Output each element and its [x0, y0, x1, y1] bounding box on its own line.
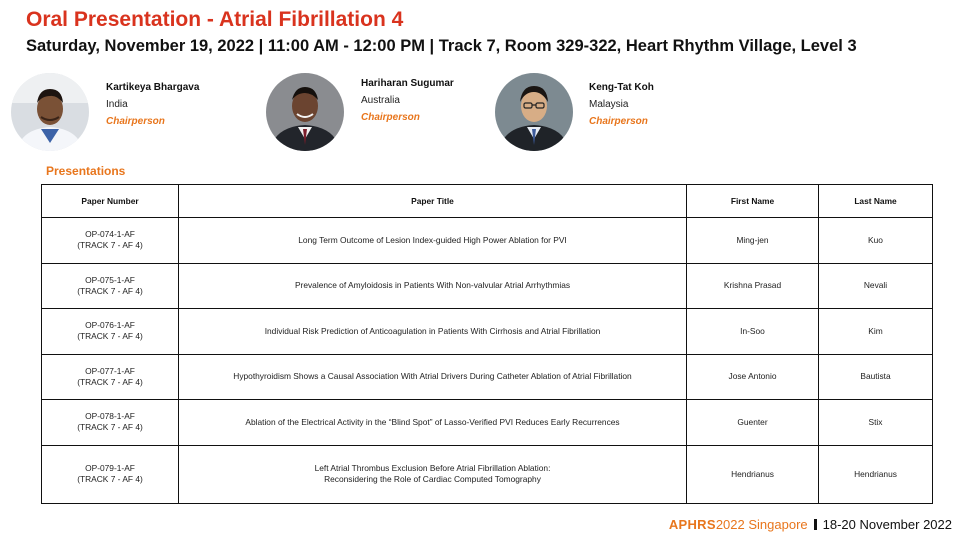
last-name-cell: Hendrianus	[819, 445, 933, 503]
paper-number-cell	[42, 218, 179, 264]
column-header-last-name: Last Name	[819, 185, 933, 218]
paper-title-cell	[179, 445, 687, 503]
chairperson-role: Chairperson	[589, 116, 648, 127]
table-row	[42, 445, 933, 503]
chairperson-role: Chairperson	[361, 112, 420, 123]
section-title: Presentations	[46, 164, 126, 178]
column-header-first-name: First Name	[687, 185, 819, 218]
paper-number-cell	[42, 309, 179, 355]
last-name-cell: Nevali	[819, 263, 933, 309]
paper-title-cell	[179, 263, 687, 309]
first-name-cell: Ming-jen	[687, 218, 819, 264]
paper-track: (TRACK 7 - AF 4)	[77, 331, 143, 342]
paper-number: OP-078-1-AF	[85, 411, 135, 422]
person-photo-icon	[11, 73, 89, 151]
paper-number: OP-075-1-AF	[85, 274, 135, 285]
last-name-cell: Kim	[819, 309, 933, 355]
table-row	[42, 309, 933, 355]
person-photo-icon	[495, 73, 573, 151]
chairperson-country: Australia	[361, 95, 400, 106]
paper-title-cell	[179, 354, 687, 400]
first-name-cell: Hendrianus	[687, 445, 819, 503]
chairperson-country: Malaysia	[589, 99, 629, 110]
table-row	[42, 354, 933, 400]
paper-title-cell	[179, 218, 687, 264]
last-name-cell: Bautista	[819, 354, 933, 400]
page-title: Oral Presentation - Atrial Fibrillation 4	[26, 8, 404, 31]
paper-number-cell	[42, 445, 179, 503]
paper-number-cell	[42, 263, 179, 309]
paper-title: Hypothyroidism Shows a Causal Association With Atrial Drivers During Catheter Ablation of Atrial Fibrillation	[233, 371, 632, 382]
first-name-cell: Krishna Prasad	[687, 263, 819, 309]
paper-track: (TRACK 7 - AF 4)	[77, 422, 143, 433]
first-name-cell: Jose Antonio	[687, 354, 819, 400]
paper-number: OP-079-1-AF	[85, 463, 135, 473]
footer-divider	[814, 519, 817, 530]
paper-number: OP-077-1-AF	[85, 365, 135, 376]
paper-title: Long Term Outcome of Lesion Index-guided High Power Ablation for PVI	[298, 234, 567, 245]
column-header-paper-number: Paper Number	[42, 185, 179, 218]
paper-track: (TRACK 7 - AF 4)	[77, 474, 143, 484]
chairperson-country: India	[106, 99, 128, 110]
column-header-paper-title: Paper Title	[179, 185, 687, 218]
chairperson-name: Keng-Tat Koh	[589, 82, 654, 93]
table-header-row	[42, 185, 933, 218]
last-name-cell: Kuo	[819, 218, 933, 264]
paper-title: Left Atrial Thrombus Exclusion Before Atrial Fibrillation Ablation:	[314, 463, 551, 473]
chairperson-name: Hariharan Sugumar	[361, 78, 454, 89]
paper-title-cell	[179, 400, 687, 446]
paper-title: Individual Risk Prediction of Anticoagulation in Patients With Cirrhosis and Atrial Fibrillation	[264, 325, 601, 336]
paper-track: (TRACK 7 - AF 4)	[77, 376, 143, 387]
session-details: Saturday, November 19, 2022 | 11:00 AM - 12:00 PM | Track 7, Room 329-322, Heart Rhythm Village, Level 3	[26, 37, 857, 55]
paper-title: Ablation of the Electrical Activity in the “Blind Spot” of Lasso-Verified PVI Reduces Early Recurrences	[245, 416, 620, 427]
paper-title-cell	[179, 309, 687, 355]
table-row	[42, 263, 933, 309]
paper-track: (TRACK 7 - AF 4)	[77, 285, 143, 296]
paper-track: (TRACK 7 - AF 4)	[77, 240, 143, 251]
paper-number-cell	[42, 354, 179, 400]
paper-number: OP-076-1-AF	[85, 320, 135, 331]
first-name-cell: In-Soo	[687, 309, 819, 355]
event-footer	[669, 517, 952, 532]
paper-number-cell	[42, 400, 179, 446]
chairperson-role: Chairperson	[106, 116, 165, 127]
paper-title: Prevalence of Amyloidosis in Patients With Non-valvular Atrial Arrhythmias	[294, 280, 571, 291]
chairperson-name: Kartikeya Bhargava	[106, 82, 200, 93]
event-year-place: 2022 Singapore	[715, 517, 808, 532]
event-brand: APHRS	[668, 517, 716, 532]
table-row	[42, 400, 933, 446]
table-row	[42, 218, 933, 264]
last-name-cell: Stix	[819, 400, 933, 446]
first-name-cell: Guenter	[687, 400, 819, 446]
person-photo-icon	[266, 73, 344, 151]
presentations-table	[41, 184, 933, 504]
paper-number: OP-074-1-AF	[85, 229, 135, 240]
paper-title-continued: Reconsidering the Role of Cardiac Computed Tomography	[324, 474, 541, 484]
event-dates: 18-20 November 2022	[822, 517, 952, 532]
